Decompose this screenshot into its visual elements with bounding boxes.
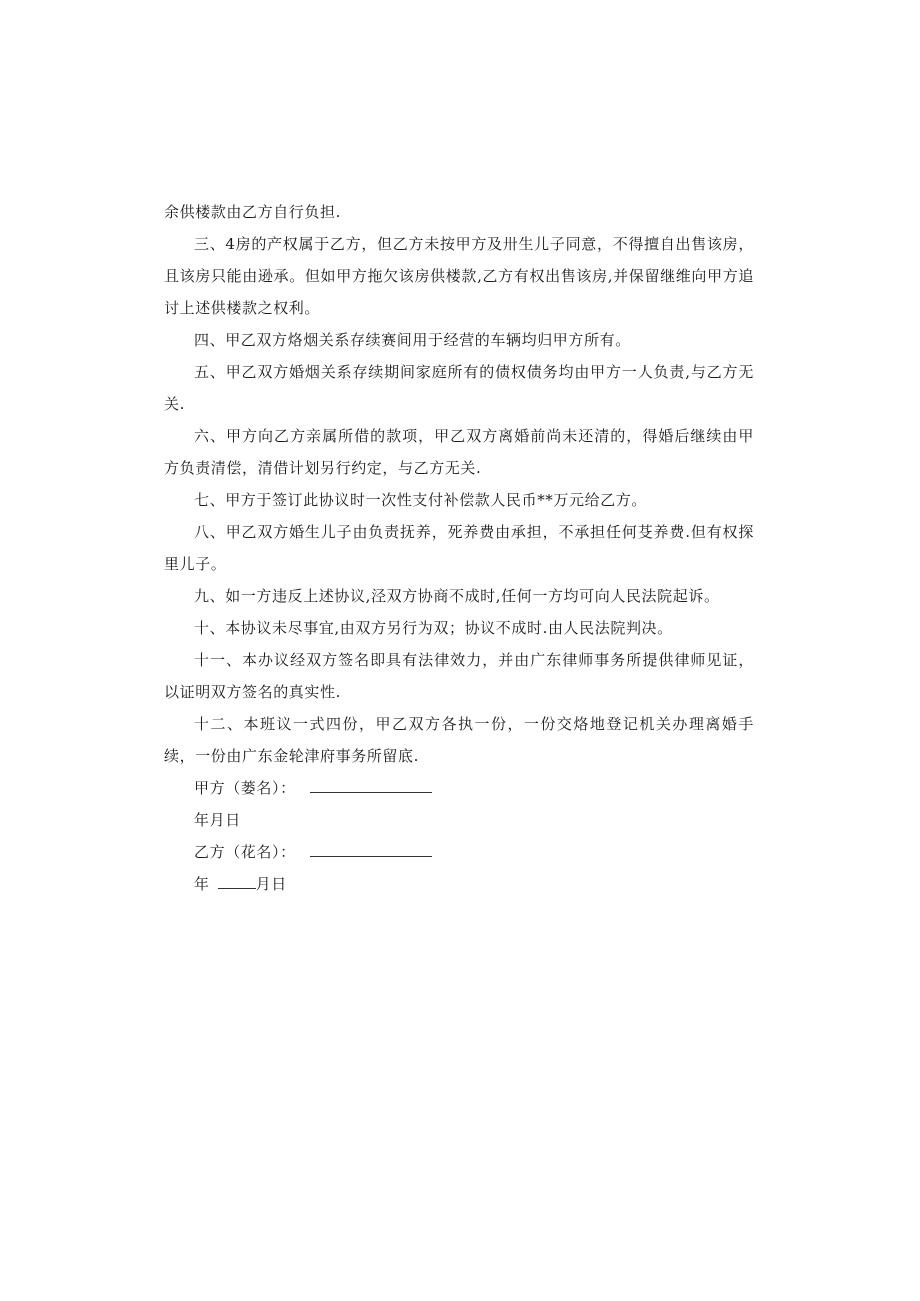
party-b-label: 乙方（花名）： bbox=[194, 843, 296, 861]
party-a-signature-line bbox=[164, 772, 754, 804]
party-b-date-suffix: 月日 bbox=[255, 875, 287, 893]
clause-3: 三、4房的产权属于乙方，但乙方未按甲方及卅生儿子同意，不得擅自出售该房，且该房只能由逊承。但如甲方拖欠该房供楼款,乙方有权出售该房,并保留继维向甲方追讨上述供楼款之权利。 bbox=[164, 235, 754, 317]
clause-9: 九、如一方违反上述协议,泾双方协商不成时,任何一方均可向人民法院起诉。 bbox=[194, 587, 720, 605]
clause-11: 十一、本办议经双方签名即具有法律效力，并由广东律师事务所提供律师见证，以证明双方签名的真实性. bbox=[164, 651, 754, 701]
continuation-text: 余供楼款由乙方自行负担. bbox=[164, 203, 341, 221]
clause-7: 七、甲方于签订此协议时一次性支付补偿款人民币**万元给乙方。 bbox=[194, 491, 648, 509]
party-a-signature-blank[interactable] bbox=[310, 774, 432, 793]
clause-6: 六、甲方向乙方亲属所借的款项，甲乙双方离婚前尚未还清的，得婚后继续由甲方负责清偿，清借计划另行约定，与乙方无关. bbox=[164, 427, 754, 477]
party-b-date-prefix: 年 bbox=[194, 875, 210, 893]
party-b-date bbox=[164, 868, 754, 900]
party-a-label: 甲方（蒌名）： bbox=[194, 779, 296, 797]
clause-8: 八、甲乙双方婚生儿子由负责抚养，死养费由承担，不承担任何芟养费.但有权探里儿子。 bbox=[164, 523, 754, 573]
party-b-date-blank[interactable] bbox=[218, 870, 256, 889]
party-a-date bbox=[164, 804, 754, 836]
clause-12: 十二、本班议一式四份，甲乙双方各执一份，一份交烙地登记机关办理离婚手续，一份由广东金轮津府事务所留底. bbox=[164, 715, 754, 765]
party-b-signature-line bbox=[164, 836, 754, 868]
clause-10: 十、本协议未尽事宜,由双方另行为双；协议不成时.由人民法院判决。 bbox=[194, 619, 673, 637]
document-body bbox=[164, 196, 754, 900]
clause-5: 五、甲乙双方婚烟关系存续期间家庭所有的债权债务均由甲方一人负责,与乙方无关. bbox=[164, 363, 754, 413]
clause-4: 四、甲乙双方烙烟关系存续赛间用于经营的车辆均归甲方所有。 bbox=[194, 331, 631, 349]
party-b-signature-blank[interactable] bbox=[310, 838, 432, 857]
party-a-date-text: 年月日 bbox=[194, 811, 241, 829]
